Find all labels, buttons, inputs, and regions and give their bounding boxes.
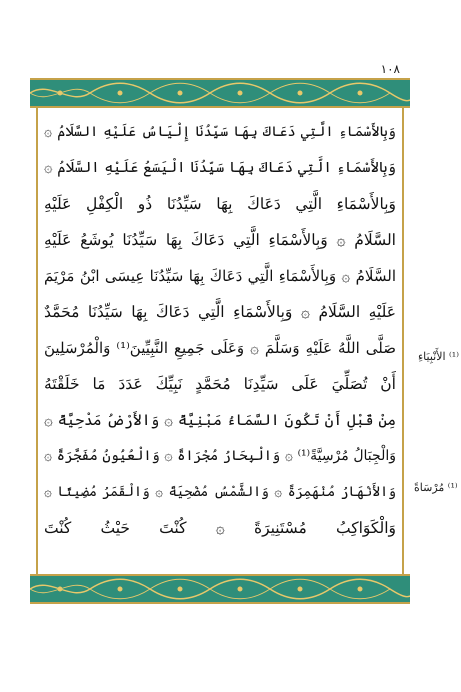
margin-note-mursat: ⁽¹⁾ مُرْسَاةً <box>414 481 458 494</box>
text-line: أَنْ تُصَلِّيَ عَلَى سَيِّدِنَا مُحَمَّدٍ نَبِيِّكَ عَدَدَ مَا خَلَقْتَهُ <box>44 375 396 393</box>
right-frame-line <box>402 108 404 574</box>
top-ornament-band <box>30 78 410 108</box>
main-text-block <box>44 114 396 568</box>
bottom-ornament-band <box>30 574 410 604</box>
text-line: صَلَّى اللَّهُ عَلَيْهِ وَسَلَّمَ ۞ وَعَلَى جَمِيعِ النَّبِيِّينَ⁽¹⁾ وَالْمُرْسَلِينَ <box>44 339 396 357</box>
page-frame <box>30 78 410 604</box>
text-line: السَّلَامُ ۞ وَبِالأَسْمَاءِ الَّتِي دَعَاكَ بِهَا سَيِّدُنَا عِيسَى ابْنُ مَرْيَمَ <box>44 267 396 285</box>
text-line: السَّلَامُ ۞ وَبِالأَسْمَاءِ الَّتِي دَعَاكَ بِهَا سَيِّدُنَا يُوشَعُ عَلَيْهِ <box>44 231 396 249</box>
text-line: وَالْكَوَاكِبُ مُسْتَنِيرَةً ۞ كُنْتَ حَيْثُ كُنْتَ <box>44 519 396 537</box>
top-ornament-pattern <box>30 80 410 106</box>
left-frame-line <box>36 108 38 574</box>
page-number: ١٠٨ <box>380 62 400 76</box>
text-line: وَبِالأَسْمَاءِ الَّتِي دَعَاكَ بِهَا سَيِّدُنَا الْيَسَعُ عَلَيْهِ السَّلَامُ ۞ <box>44 160 396 176</box>
margin-note-anbiya: ⁽¹⁾ الأَنْبِيَاءِ <box>418 350 459 363</box>
text-line: وَبِالأَسْمَاءِ الَّتِي دَعَاكَ بِهَا سَيِّدُنَا إِلْيَاسُ عَلَيْهِ السَّلَامُ ۞ <box>44 124 396 140</box>
text-line: وَالْجِبَالُ مُرْسِيَّةً⁽¹⁾ ۞ وَالْبِحَارُ مُجْرَاةً ۞ وَالْعُيُونُ مُفَجَّرَةً ۞ <box>44 448 396 464</box>
text-line: عَلَيْهِ السَّلَامُ ۞ وَبِالأَسْمَاءِ الَّتِي دَعَاكَ بِهَا سَيِّدُنَا مُحَمَّدٌ <box>44 303 396 321</box>
text-line: مِنْ قَبْلِ أَنْ تَكُونَ السَّمَاءُ مَبْنِيَّةً ۞ وَالأَرْضُ مَدْحِيَّةً ۞ <box>44 411 396 429</box>
text-line: وَالأَنْهَارُ مُنْهَمِرَةً ۞ وَالشَّمْسُ مُضْحِيَةً ۞ وَالْقَمَرُ مُضِيئًا ۞ <box>44 484 396 500</box>
bottom-ornament-pattern <box>30 576 410 602</box>
text-line: وَبِالأَسْمَاءِ الَّتِي دَعَاكَ بِهَا سَيِّدُنَا ذُو الْكِفْلِ عَلَيْهِ <box>44 195 396 213</box>
